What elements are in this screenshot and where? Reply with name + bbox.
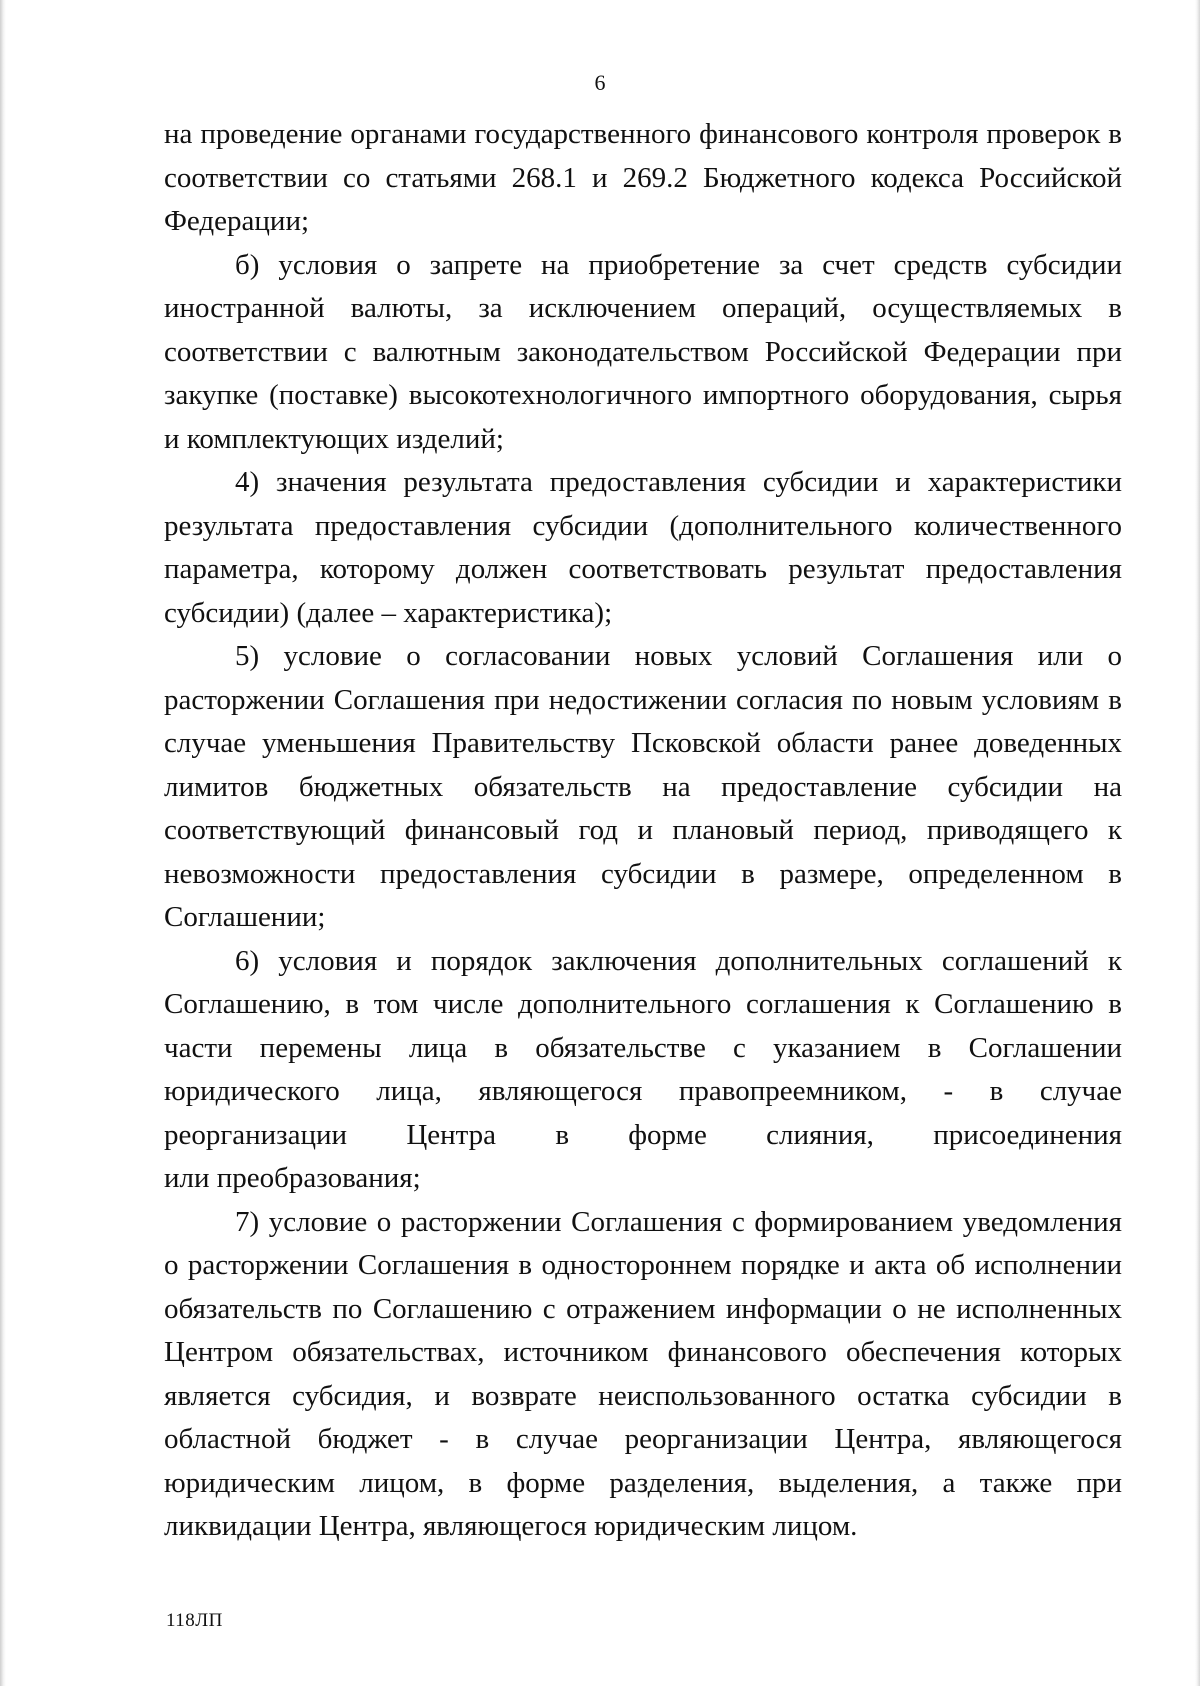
page-number: 6 <box>594 70 606 95</box>
paragraph-item-6-end: или преобразования; <box>164 1162 421 1194</box>
paragraph-continuation: на проведение органами государственного финансового контроля проверок в соответствии со статьями 268.1 и 269.2 Бюджетного кодекса Российской Федерации; <box>164 118 1122 237</box>
scan-edge-right <box>1195 0 1200 1686</box>
paragraph-item-7: 7) условие о расторжении Соглашения с формированием уведомления о расторжении Соглашения в одностороннем порядке и акта об исполнении обязательств по Соглашению с отражением информации о не исполненных Центром обязательствах, источником финансового обеспечения которых является субсидия, и возврате неиспользованного остатка субсидии в областной бюджет - в случае реорганизации Центра, являющегося юридическим лицом, в форме разделения, выделения, а также при ликвидации Центра, являющегося юридическим лицом. <box>164 1205 1122 1542</box>
document-code: 118ЛП <box>166 1610 223 1631</box>
paragraph-item-5: 5) условие о согласовании новых условий Соглашения или о расторжении Соглашения при недостижении согласия по новым условиям в случае уменьшения Правительству Псковской области ранее доведенных лимитов бюджетных обязательств на предоставление субсидии на соответствующий финансовый год и плановый период, приводящего к невозможности предоставления субсидии в размере, определенном в Соглашении; <box>164 640 1122 933</box>
scan-edge-left <box>0 0 6 1686</box>
document-body <box>164 113 1122 1549</box>
paragraph-item-6: 6) условия и порядок заключения дополнительных соглашений к Соглашению, в том числе дополнительного соглашения к Соглашению в части перемены лица в обязательстве с указанием в Соглашении юридического лица, являющегося правопреемником, - в случае реорганизации Центра в форме слияния, присоединения <box>164 944 1122 1151</box>
paragraph-item-b: б) условия о запрете на приобретение за счет средств субсидии иностранной валюты, за исключением операций, осуществляемых в соответствии с валютным законодательством Российской Федерации при закупке (поставке) высокотехнологичного импортного оборудования, сырья и комплектующих изделий; <box>164 248 1122 455</box>
paragraph-item-4: 4) значения результата предоставления субсидии и характеристики результата предоставления субсидии (дополнительного количественного параметра, которому должен соответствовать результат предоставления субсидии) (далее – характеристика); <box>164 466 1122 629</box>
